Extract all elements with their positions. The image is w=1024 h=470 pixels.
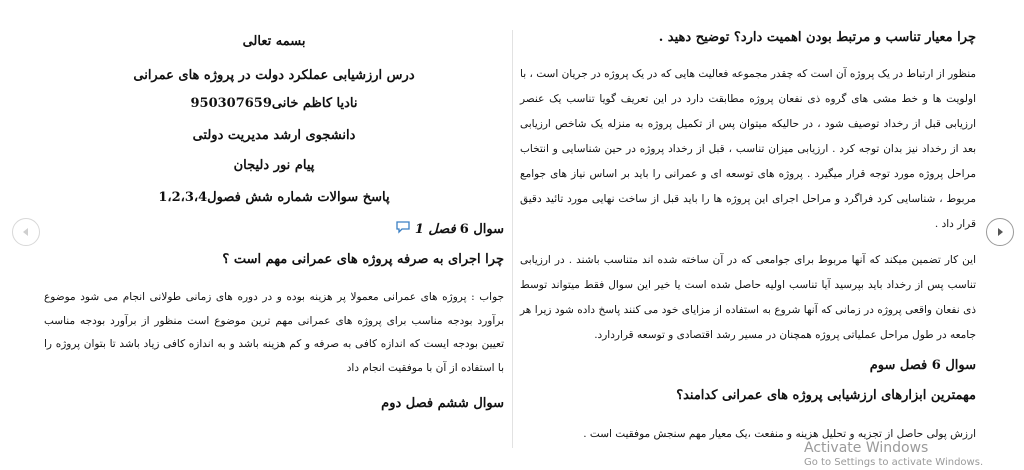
page-divider (512, 30, 513, 448)
question-label: سوال 6 (459, 221, 504, 237)
watermark-line-1: Activate Windows (804, 440, 929, 456)
title-line-6: پاسخ سوالات شماره شش فصول1،2،3،4 (158, 190, 390, 205)
watermark-line-2: Go to Settings to activate Windows. (804, 457, 984, 468)
title-line-3: نادیا کاظم خانی950307659 (190, 96, 358, 111)
left-answer-paragraph: جواب : پروژه های عمرانی معمولا پر هزینه بوده و در دوره های زمانی طولانی انجام می شود موضوع برآورد بودجه مناسب برای پروژه های عمرانی مهم ترین موضوع است منظور از برآورد بودجه مناسب تعیین بودجه ایست که اندازه کافی به صرفه و کم هزینه باشد و به اندازه کافی زیاد باشد تا بتوان پروژه را با استفاده از آن با موفقیت انجام داد (44, 291, 504, 374)
right-paragraph-2: این کار تضمین میکند که آنها مربوط برای جوامعی که در آن ساخته شده اند متناسب باشند . در ارزیابی تناسب پس از رخداد باید بپرسید آیا تناسب اولیه حاصل شده است یا خیر این سوال فقط میتواند توسط ذی نفعان واقعی پروژه در زمانی که آنها شروع به استفاده از مزایای خود می کنند پاسخ داده شود زیرا هر جامعه در طول مراحل عملیاتی پروژه همچنان در مسیر رشد اقتصادی و توسعه قراردارد. (520, 254, 976, 341)
title-line-1: بسمه تعالی (242, 34, 306, 49)
title-line-4: دانشجوی ارشد مدیریت دولتی (192, 128, 356, 143)
left-section-heading: سوال ششم فصل دوم (381, 396, 504, 411)
right-question-heading-2: مهمترین ابزارهای ارزشیابی پروژه های عمرانی کدامند؟ (676, 388, 976, 403)
previous-page-button[interactable] (12, 218, 40, 246)
title-line-2: درس ارزشیابی عملکرد دولت در پروژه های عمرانی (133, 68, 415, 83)
right-paragraph-3: ارزش پولی حاصل از تجزیه و تحلیل هزینه و منفعت ،یک معیار مهم سنجش موفقیت است . (583, 428, 976, 440)
title-line-5: پیام نور دلیجان (233, 158, 315, 173)
comment-icon[interactable] (395, 220, 411, 238)
right-paragraph-1: منظور از ارتباط در یک پروژه آن است که چقدر مجموعه فعالیت هایی که در یک پروژه در جریان است ، با اولویت ها و خط مشی های گروه ذی نفعان پروژه مطابقت دارد در این تعریف گویا تناسب یک عنصر ارزیابی قبل از رخداد توصیف شود ، در حالیکه میتوان پس از تکمیل پروژه به منزله یک شاخص ارزیابی بعد از رخداد نیز بدان توجه کرد . ارزیابی میزان تناسب ، قبل از رخداد پروژه در حین شناسایی و انتخاب مراحل پروژه مورد توجه قرار میگیرد . پروژه های توسعه ای و عمرانی را باید بر اساس نیاز های جوامع مربوط ، شناسایی کرد فراگرد و مراحل اجرای این پروژه ها را باید قبل از ساخت نهایی مورد تائید دقیق قرار داد . (520, 68, 976, 230)
next-page-button[interactable] (986, 218, 1014, 246)
chevron-left-icon (20, 226, 32, 238)
left-question-heading: چرا اجرای به صرفه پروژه های عمرانی مهم است ؟ (222, 252, 504, 267)
question-label-line (44, 220, 504, 238)
chevron-right-icon (994, 226, 1006, 238)
right-question-heading: چرا معیار تناسب و مرتبط بودن اهمیت دارد؟ توضیح دهید . (658, 30, 976, 45)
right-section-heading: سوال 6 فصل سوم (869, 358, 976, 373)
chapter-label: فصل 1 (414, 221, 456, 237)
